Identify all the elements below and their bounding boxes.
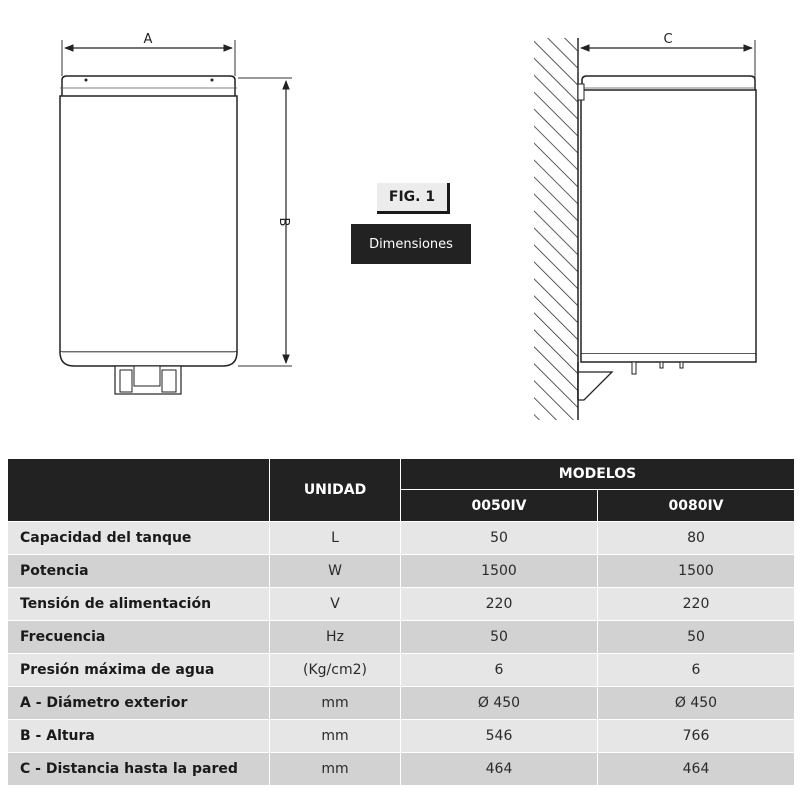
param-cell: Frecuencia	[8, 621, 270, 654]
model-2-cell: Ø 450	[598, 687, 795, 720]
unit-cell: mm	[270, 753, 401, 786]
model-1-cell: 50	[401, 621, 598, 654]
specifications-table	[7, 458, 795, 786]
dimension-c-label: C	[663, 32, 673, 47]
model-2-cell: 220	[598, 588, 795, 621]
unit-cell: mm	[270, 687, 401, 720]
model-2-cell: 464	[598, 753, 795, 786]
wall-hatch	[534, 38, 578, 420]
model-2-cell: 1500	[598, 555, 795, 588]
table-row	[8, 720, 795, 753]
table-row	[8, 687, 795, 720]
unit-cell: L	[270, 522, 401, 555]
param-cell: Presión máxima de agua	[8, 654, 270, 687]
table-row	[8, 522, 795, 555]
param-cell: Potencia	[8, 555, 270, 588]
header-blank	[8, 459, 270, 522]
table-row	[8, 654, 795, 687]
param-cell: Tensión de alimentación	[8, 588, 270, 621]
figure-label: FIG. 1	[377, 183, 450, 214]
header-models: MODELOS	[401, 459, 795, 490]
table-row	[8, 753, 795, 786]
figure-caption: Dimensiones	[351, 224, 471, 264]
param-cell: B - Altura	[8, 720, 270, 753]
unit-cell: mm	[270, 720, 401, 753]
model-2-cell: 80	[598, 522, 795, 555]
heater-side-view	[534, 32, 756, 420]
table-row	[8, 621, 795, 654]
param-cell: C - Distancia hasta la pared	[8, 753, 270, 786]
model-1-cell: 50	[401, 522, 598, 555]
dimension-a-label: A	[143, 32, 153, 47]
model-2-cell: 766	[598, 720, 795, 753]
header-model-2: 0080IV	[598, 490, 795, 522]
heater-front-view	[60, 32, 292, 394]
header-unit: UNIDAD	[270, 459, 401, 522]
model-1-cell: 1500	[401, 555, 598, 588]
dimension-b-label: B	[276, 217, 291, 227]
model-1-cell: 464	[401, 753, 598, 786]
unit-cell: (Kg/cm2)	[270, 654, 401, 687]
model-2-cell: 6	[598, 654, 795, 687]
param-cell: Capacidad del tanque	[8, 522, 270, 555]
header-model-1: 0050IV	[401, 490, 598, 522]
model-1-cell: Ø 450	[401, 687, 598, 720]
unit-cell: W	[270, 555, 401, 588]
unit-cell: Hz	[270, 621, 401, 654]
model-1-cell: 6	[401, 654, 598, 687]
model-1-cell: 220	[401, 588, 598, 621]
table-row	[8, 555, 795, 588]
model-2-cell: 50	[598, 621, 795, 654]
table-row	[8, 588, 795, 621]
param-cell: A - Diámetro exterior	[8, 687, 270, 720]
model-1-cell: 546	[401, 720, 598, 753]
unit-cell: V	[270, 588, 401, 621]
